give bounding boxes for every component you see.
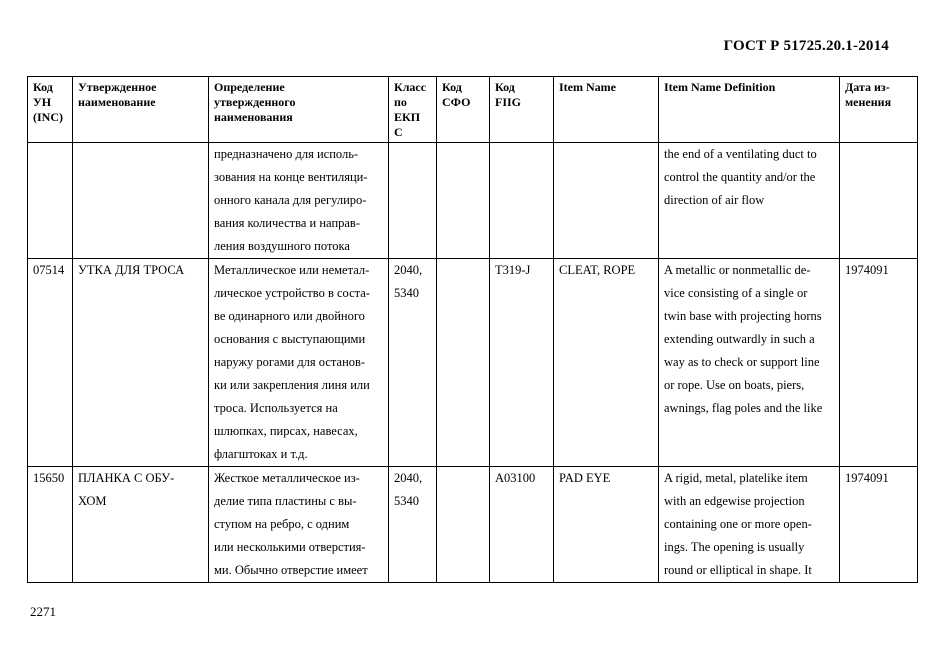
table-row — [28, 259, 918, 467]
header-text: Код — [495, 80, 515, 94]
header-text: УН — [33, 95, 52, 109]
cell-col-change-date: 1974091 — [840, 259, 918, 467]
cell-line: ления воздушного потока — [214, 239, 350, 253]
cell-line: extending outwardly in such a — [664, 332, 815, 346]
cell-line: УТКА ДЛЯ ТРОСА — [78, 263, 185, 277]
cell-col-approved-name — [73, 143, 209, 259]
cell-line: вания количества и направ- — [214, 216, 360, 230]
cell-col-fiig — [490, 143, 554, 259]
cell-col-item-name: CLEAT, ROPE — [554, 259, 659, 467]
header-text: ЕКП — [394, 110, 421, 124]
cell-line: ПЛАНКА С ОБУ- — [78, 471, 175, 485]
cell-line: twin base with projecting horns — [664, 309, 822, 323]
header-text: FIIG — [495, 95, 522, 109]
cell-line: way as to check or support line — [664, 355, 820, 369]
cell-col-inc — [28, 143, 73, 259]
page-number: 2271 — [30, 604, 56, 619]
header-text: Item Name Definition — [664, 80, 776, 94]
cell-line: 2040, — [394, 471, 423, 485]
header-text: Утвержденное — [78, 80, 157, 94]
cell-line: наружу рогами для останов- — [214, 355, 366, 369]
table-row — [28, 467, 918, 583]
header-text: Определение — [214, 80, 285, 94]
cell-col-item-definition — [659, 259, 840, 467]
cell-line: делие типа пластины с вы- — [214, 494, 357, 508]
cell-line: the end of a ventilating duct to — [664, 147, 817, 161]
cell-line: A rigid, metal, platelike item — [664, 471, 808, 485]
cell-col-item-name: PAD EYE — [554, 467, 659, 583]
cell-line: ве одинарного или двойного — [214, 309, 365, 323]
cell-line: with an edgewise projection — [664, 494, 805, 508]
cell-line: или несколькими отверстия- — [214, 540, 366, 554]
header-text: наименование — [78, 95, 156, 109]
table-row — [28, 143, 918, 259]
cell-line: control the quantity and/or the — [664, 170, 816, 184]
header-col-change-date — [840, 77, 918, 143]
cell-line: ХОМ — [78, 494, 107, 508]
cell-line: лическое устройство в соста- — [214, 286, 370, 300]
cell-col-fiig: T319-J — [490, 259, 554, 467]
cell-line: vice consisting of a single or — [664, 286, 808, 300]
cell-line: direction of air flow — [664, 193, 765, 207]
cell-col-change-date: 1974091 — [840, 467, 918, 583]
header-col-item-name — [554, 77, 659, 143]
cell-line: троса. Используется на — [214, 401, 338, 415]
cell-line: Металлическое или неметал- — [214, 263, 370, 277]
cell-col-item-name — [554, 143, 659, 259]
header-text: Код — [442, 80, 462, 94]
cell-col-sfo — [437, 259, 490, 467]
header-text: Класс — [394, 80, 427, 94]
cell-line: ступом на ребро, с одним — [214, 517, 350, 531]
cell-line: шлюпках, пирсах, навесах, — [214, 424, 358, 438]
cell-col-inc: 07514 — [28, 259, 73, 467]
nomenclature-table — [27, 76, 918, 583]
cell-col-sfo — [437, 467, 490, 583]
header-text: наименования — [214, 110, 293, 124]
header-text: по — [394, 95, 407, 109]
cell-line: флагштоках и т.д. — [214, 447, 308, 461]
cell-line: онного канала для регулиро- — [214, 193, 367, 207]
cell-col-class — [389, 143, 437, 259]
cell-col-item-definition — [659, 467, 840, 583]
header-text: менения — [845, 95, 892, 109]
cell-line: ки или закрепления линя или — [214, 378, 370, 392]
cell-line: основания с выступающими — [214, 332, 366, 346]
cell-line: containing one or more open- — [664, 517, 812, 531]
cell-line: awnings, flag poles and the like — [664, 401, 823, 415]
cell-col-item-definition — [659, 143, 840, 259]
header-col-class — [389, 77, 437, 143]
table-header-row — [28, 77, 918, 143]
header-text: С — [394, 125, 403, 139]
header-col-item-definition — [659, 77, 840, 143]
cell-col-fiig: A03100 — [490, 467, 554, 583]
header-text: Код — [33, 80, 53, 94]
header-text: утвержденного — [214, 95, 296, 109]
header-text: Item Name — [559, 80, 616, 94]
header-col-definition — [209, 77, 389, 143]
header-text: (INC) — [33, 110, 63, 124]
cell-col-approved-name — [73, 259, 209, 467]
document-header: ГОСТ Р 51725.20.1-2014 — [723, 38, 889, 54]
cell-col-definition — [209, 259, 389, 467]
cell-col-inc: 15650 — [28, 467, 73, 583]
cell-col-change-date — [840, 143, 918, 259]
cell-line: ings. The opening is usually — [664, 540, 805, 554]
header-col-inc — [28, 77, 73, 143]
cell-line: предназначено для исполь- — [214, 147, 359, 161]
cell-col-class — [389, 467, 437, 583]
cell-col-sfo — [437, 143, 490, 259]
cell-col-definition — [209, 467, 389, 583]
cell-line: round or elliptical in shape. It — [664, 563, 812, 577]
cell-line: A metallic or nonmetallic de- — [664, 263, 811, 277]
cell-line: or rope. Use on boats, piers, — [664, 378, 805, 392]
header-col-sfo — [437, 77, 490, 143]
cell-col-definition — [209, 143, 389, 259]
header-text: СФО — [442, 95, 471, 109]
cell-line: Жесткое металлическое из- — [214, 471, 360, 485]
cell-line: зования на конце вентиляци- — [214, 170, 368, 184]
header-col-fiig — [490, 77, 554, 143]
header-text: Дата из- — [845, 80, 890, 94]
cell-line: 5340 — [394, 286, 419, 300]
cell-col-class — [389, 259, 437, 467]
cell-line: ми. Обычно отверстие имеет — [214, 563, 368, 577]
cell-col-approved-name — [73, 467, 209, 583]
cell-line: 5340 — [394, 494, 419, 508]
cell-line: 2040, — [394, 263, 423, 277]
header-col-approved-name — [73, 77, 209, 143]
table-body — [28, 143, 918, 583]
